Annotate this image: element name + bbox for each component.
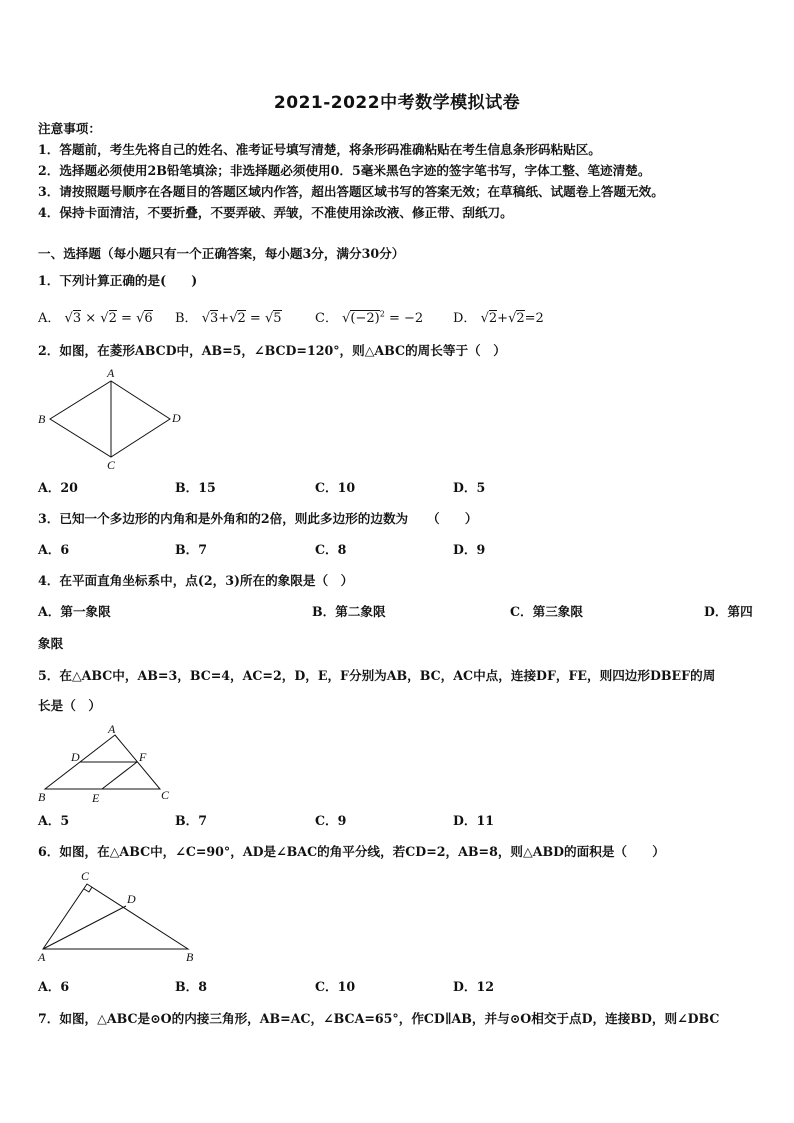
page-title: 2021-2022中考数学模拟试卷 [273,93,521,113]
notice-item-3: 3．请按照题号顺序在各题目的答题区域内作答，超出答题区域书写的答案无效；在草稿纸、试题卷上答题无效。 [38,184,664,199]
q5-label-f: F [139,750,147,764]
notice-heading: 注意事项： [38,121,101,136]
sqrt-icon: √ [480,311,489,326]
q6-label-b: B [186,950,194,964]
q2-label-d: D [172,411,181,425]
q6-option-d: D．12 [453,979,495,994]
q5-label-c: C [161,788,170,802]
q3-option-d: D．9 [453,542,486,557]
sqrt-icon: √ [342,311,351,326]
q2-label-b: B [38,412,46,426]
q6-option-a: A．6 [38,979,70,994]
q2-label-a: A [107,366,115,380]
notice-item-4: 4．保持卡面清洁，不要折叠，不要弄破、弄皱，不准使用涂改液、修正带、刮纸刀。 [38,205,513,220]
q6-label-c: C [81,869,90,883]
q4-option-b: B．第二象限 [312,604,386,619]
q6-option-c: C．10 [315,979,356,994]
q2-option-b: B．15 [175,480,216,495]
q3-option-c: C．8 [315,542,347,557]
q2-option-c: C．10 [315,480,356,495]
q6-label-d: D [127,892,136,906]
sqrt-icon: √ [229,311,238,326]
q1-option-a: A． √3 × √2 = √6 [38,311,153,326]
q5-option-a: A．5 [38,813,70,828]
q2-stem: 2．如图，在菱形ABCD中，AB=5，∠BCD=120°，则△ABC的周长等于（ ） [38,343,506,358]
q1-option-c: C． $√(-2)^2 = -2$ [315,309,424,326]
sqrt-icon: √ [264,311,274,326]
q5-label-a: A [108,722,116,736]
sqrt-icon: √ [136,311,145,326]
q5-option-b: B．7 [175,813,208,828]
sqrt-icon: √ [100,311,109,326]
sqrt-icon: √ [64,311,73,326]
notice-item-2: 2．选择题必须使用2B铅笔填涂；非选择题必须使用0．5毫米黑色字迹的签字笔书写，字体工整、笔迹清楚。 [38,163,651,178]
q7-stem: 7．如图，△ABC是⊙O的内接三角形，AB=AC，∠BCA=65°，作CD∥AB，并与⊙O相交于点D，连接BD，则∠DBC [38,1011,720,1026]
q5-stem-line1: 5．在△ABC中，AB=3，BC=4，AC=2，D，E，F分别为AB，BC，AC中点，连接DF，FE，则四边形DBEF的周 [38,668,716,683]
sqrt-icon: √ [508,311,517,326]
q6-label-a: A [38,950,46,964]
q4-stem: 4．在平面直角坐标系中，点(2，3)所在的象限是（ ） [38,573,354,588]
q5-stem-line2: 长是（ ） [38,698,101,713]
q5-label-b: B [38,790,46,804]
q6-option-b: B．8 [175,979,208,994]
q3-stem: 3．已知一个多边形的内角和是外角和的2倍，则此多边形的边数为 （ ） [38,511,478,526]
q1-stem: 1．下列计算正确的是( ) [38,273,198,288]
q5-option-c: C．9 [315,813,347,828]
q2-option-d: D．5 [453,480,486,495]
q3-option-b: B．7 [175,542,208,557]
q6-stem: 6．如图，在△ABC中，∠C=90°，AD是∠BAC的角平分线，若CD=2，AB=8，则△ABD的面积是（ ） [38,844,665,859]
q1-option-d: D． √2+√2=2 [453,311,544,326]
q5-option-d: D．11 [453,813,495,828]
sqrt-icon: √ [201,311,210,326]
q5-label-e: E [92,791,100,805]
q1-a-label: A． [38,311,61,326]
q5-label-d: D [71,750,80,764]
q3-option-a: A．6 [38,542,70,557]
q4-option-d-wrap: 象限 [38,636,64,651]
q1-option-b: B． √3+√2 = √5 [175,311,282,326]
section-heading: 一、选择题（每小题只有一个正确答案，每小题3分，满分30分） [38,246,405,261]
q2-label-c: C [107,458,116,472]
q4-option-c: C．第三象限 [510,604,583,619]
q2-option-a: A．20 [38,480,78,495]
q4-option-d: D．第四 [704,604,753,619]
q4-option-a: A．第一象限 [38,604,111,619]
notice-item-1: 1．答题前，考生先将自己的姓名、准考证号填写清楚，将条形码准确粘贴在考生信息条形码粘贴区。 [38,142,601,157]
